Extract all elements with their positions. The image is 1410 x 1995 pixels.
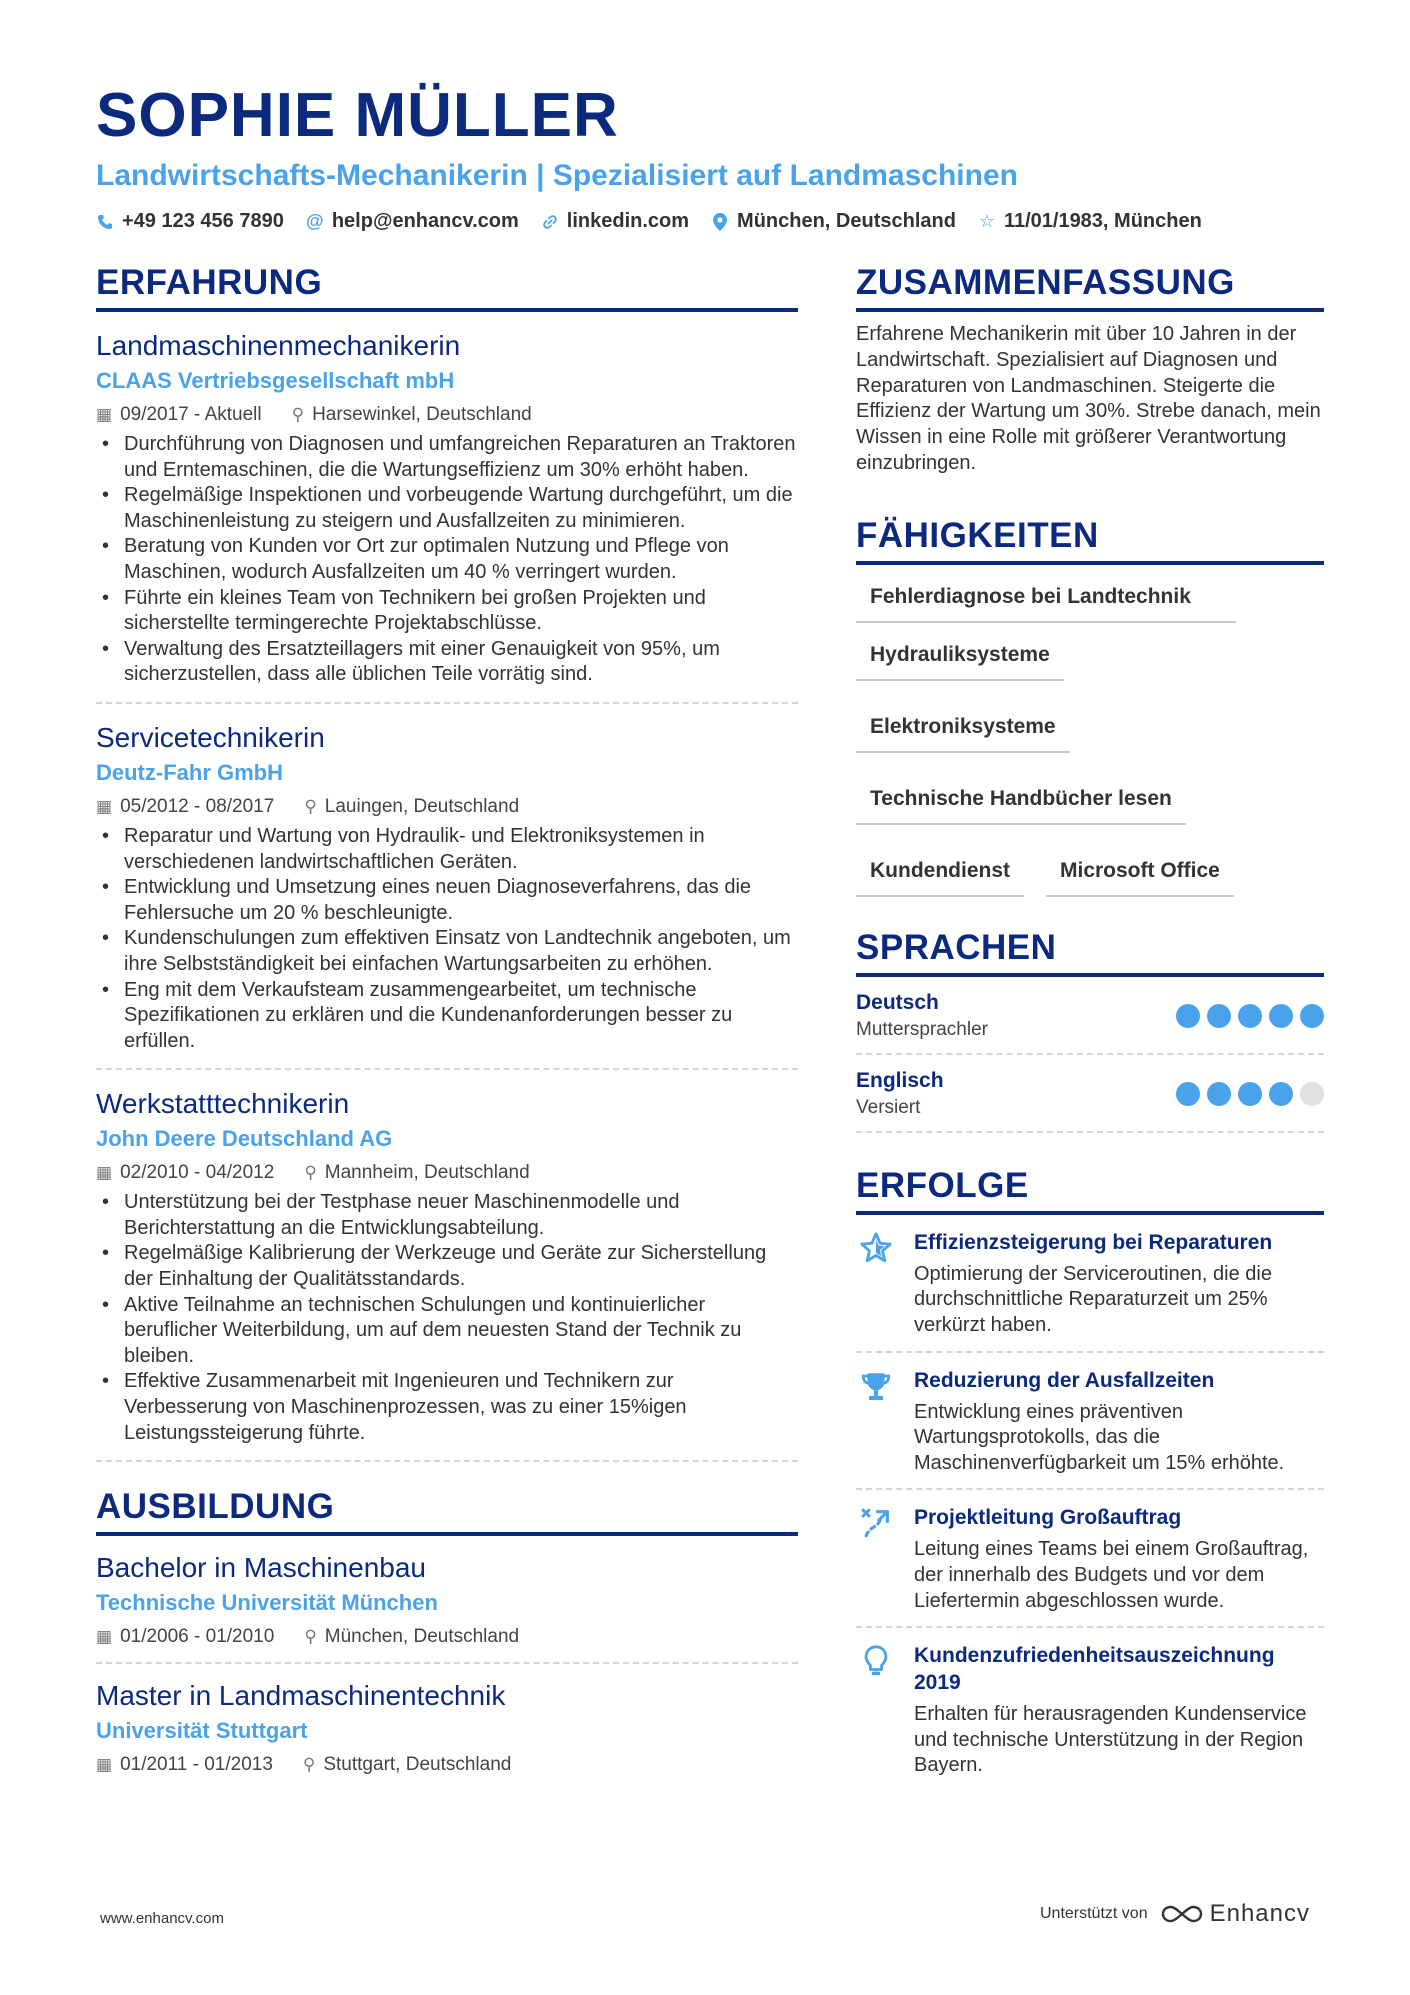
job-bullets — [96, 824, 798, 1054]
achievement-entry — [856, 1490, 1324, 1628]
achievement-desc: Entwicklung eines präventiven Wartungsprotokolls, das die Maschinenverfügbarkeit um 15% erhöhte. — [914, 1400, 1285, 1474]
skills-list — [856, 579, 1324, 897]
rating-dot-filled — [1300, 1004, 1324, 1028]
contact-phone[interactable] — [96, 210, 284, 233]
job-role: Servicetechnikerin — [96, 721, 325, 753]
rating-dot-filled — [1269, 1004, 1293, 1028]
job-location: Lauingen, Deutschland — [324, 795, 520, 817]
footer-branding — [1040, 1900, 1310, 1928]
education-dates: 01/2006 - 01/2010 — [120, 1626, 275, 1648]
trophy-icon — [856, 1367, 896, 1477]
bullet: • Unterstützung bei der Testphase neuer Maschinenmodelle und Berichterstattung an die Entwicklungsabteilung. — [96, 1190, 798, 1241]
job-location: Mannheim, Deutschland — [324, 1162, 530, 1184]
contact-bar — [96, 210, 1326, 233]
achievement-entry — [856, 1353, 1324, 1491]
language-level: Versiert — [856, 1096, 921, 1118]
language-rating — [1176, 1004, 1324, 1028]
calendar-icon: ▦ — [96, 1627, 113, 1647]
job-entry — [96, 704, 798, 1070]
contact-birth — [978, 210, 1202, 233]
school: Universität Stuttgart — [96, 1718, 308, 1744]
language-entry — [856, 977, 1324, 1055]
skill-tag: Fehlerdiagnose bei Landtechnik — [856, 579, 1236, 623]
section-title-skills: FÄHIGKEITEN — [856, 515, 1324, 565]
job-meta — [96, 1160, 798, 1186]
bullet: • Regelmäßige Inspektionen und vorbeugende Wartung durchgeführt, um die Maschinenleistung zu steigern und Ausfallzeiten zu minimieren. — [96, 483, 798, 534]
education-entry — [96, 1536, 798, 1664]
resume-header — [96, 80, 1326, 233]
strategy-icon — [856, 1504, 896, 1614]
calendar-icon: ▦ — [96, 1755, 113, 1775]
language-entry — [856, 1055, 1324, 1133]
job-meta — [96, 794, 798, 820]
achievement-desc: Optimierung der Serviceroutinen, die die durchschnittliche Reparaturzeit um 25% verkürzt haben. — [914, 1262, 1272, 1336]
calendar-icon: ▦ — [96, 1163, 113, 1183]
job-dates: 05/2012 - 08/2017 — [120, 795, 275, 817]
language-rating — [1176, 1082, 1324, 1106]
candidate-subtitle: Landwirtschafts-Mechanikerin | Spezialisiert auf Landmaschinen — [96, 159, 1018, 192]
achievement-desc: Leitung eines Teams bei einem Großauftrag, der innerhalb des Budgets und vor dem Liefertermin abgeschlossen wurde. — [914, 1538, 1309, 1612]
contact-text: 11/01/1983, München — [1003, 210, 1202, 232]
bullet: • Reparatur und Wartung von Hydraulik- und Elektroniksystemen in verschiedenen landwirtschaftlichen Geräten. — [96, 824, 798, 875]
achievement-entry — [856, 1628, 1324, 1791]
job-dates: 02/2010 - 04/2012 — [120, 1162, 275, 1184]
language-level: Muttersprachler — [856, 1018, 988, 1040]
enhancv-logo[interactable] — [1160, 1900, 1310, 1928]
star-icon — [856, 1229, 896, 1339]
education-dates: 01/2011 - 01/2013 — [120, 1754, 273, 1776]
skill-tag: Microsoft Office — [1046, 853, 1234, 897]
job-dates: 09/2017 - Aktuell — [120, 404, 262, 425]
footer-website[interactable]: www.enhancv.com — [100, 1910, 224, 1927]
achievement-entry — [856, 1215, 1324, 1353]
location-icon: ⚲ — [291, 405, 305, 424]
location-icon — [711, 213, 729, 231]
contact-linkedin[interactable] — [541, 210, 689, 233]
location-icon: ⚲ — [304, 1627, 317, 1647]
rating-dot-filled — [1238, 1082, 1262, 1106]
job-company: Deutz-Fahr GmbH — [96, 759, 283, 785]
job-role: Landmaschinenmechanikerin — [96, 330, 461, 361]
left-column — [96, 262, 798, 1790]
achievement-title: Kundenzufriedenheitsauszeichnung 2019 — [914, 1644, 1275, 1695]
bullet: • Führte ein kleines Team von Technikern bei großen Projekten und sicherstellte termingerechte Projektabschlüsse. — [96, 586, 798, 637]
job-bullets — [96, 432, 798, 688]
powered-by-label: Unterstützt von — [1039, 1905, 1148, 1922]
lightbulb-icon — [856, 1642, 896, 1779]
skill-tag: Elektroniksysteme — [856, 709, 1070, 753]
candidate-name: SOPHIE MÜLLER — [96, 81, 619, 150]
section-title-experience: ERFAHRUNG — [96, 262, 798, 312]
rating-dot-filled — [1238, 1004, 1262, 1028]
degree: Bachelor in Maschinenbau — [96, 1552, 426, 1584]
bullet: • Verwaltung des Ersatzteillagers mit einer Genauigkeit von 95%, um sicherzustellen, dass alle üblichen Teile vorrätig sind. — [96, 637, 798, 688]
phone-icon — [96, 214, 114, 230]
right-column — [856, 262, 1324, 1791]
contact-text: München, Deutschland — [737, 210, 956, 232]
job-company: CLAAS Vertriebsgesellschaft mbH — [96, 368, 455, 393]
skill-tag: Technische Handbücher lesen — [856, 781, 1186, 825]
achievement-title: Projektleitung Großauftrag — [914, 1506, 1182, 1530]
bullet: • Regelmäßige Kalibrierung der Werkzeuge und Geräte zur Sicherstellung der Einhaltung der Qualitätsstandards. — [96, 1241, 798, 1292]
bullet: • Aktive Teilnahme an technischen Schulungen und kontinuierlicher beruflicher Weiterbildung, um auf dem neuesten Stand der Technik zu bleiben. — [96, 1293, 798, 1370]
job-bullets — [96, 1190, 798, 1446]
skill-tag: Hydrauliksysteme — [856, 637, 1064, 681]
location-icon: ⚲ — [304, 796, 317, 816]
contact-text: linkedin.com — [566, 210, 690, 232]
education-location: Stuttgart, Deutschland — [323, 1754, 512, 1776]
rating-dot-filled — [1207, 1082, 1231, 1106]
job-location: Harsewinkel, Deutschland — [312, 404, 532, 425]
bullet: • Entwicklung und Umsetzung eines neuen Diagnoseverfahrens, das die Fehlersuche um 20 % beschleunigte. — [96, 875, 798, 926]
section-title-summary: ZUSAMMENFASSUNG — [856, 262, 1324, 312]
skill-tag: Kundendienst — [856, 853, 1024, 897]
education-meta — [96, 1752, 798, 1778]
language-name: Englisch — [856, 1068, 944, 1092]
bullet: • Kundenschulungen zum effektiven Einsatz von Landtechnik angeboten, um ihre Selbstständigkeit bei einfachen Wartungsarbeiten zu erhöhen. — [96, 926, 798, 977]
education-meta — [96, 1624, 798, 1650]
bullet: • Beratung von Kunden vor Ort zur optimalen Nutzung und Pflege von Maschinen, wodurch Ausfallzeiten um 40 % verringert wurden. — [96, 534, 798, 585]
brand-name: Enhancv — [1209, 1900, 1310, 1927]
job-meta — [96, 402, 798, 428]
contact-email[interactable] — [306, 210, 519, 233]
bullet: • Durchführung von Diagnosen und umfangreichen Reparaturen an Traktoren und Erntemaschinen, die die Wartungseffizienz um 30% erhöht haben. — [96, 432, 798, 483]
rating-dot-filled — [1176, 1082, 1200, 1106]
language-name: Deutsch — [856, 990, 939, 1014]
rating-dot-filled — [1207, 1004, 1231, 1028]
at-icon: @ — [306, 211, 324, 231]
summary-text: Erfahrene Mechanikerin mit über 10 Jahren in der Landwirtschaft. Spezialisiert auf Diagnosen und Reparaturen von Landmaschinen. Steigerte die Effizienz der Wartung um 30%. Strebe danach, mein Wissen in eine Rolle mit größerer Verantwortung einzubringen. — [856, 323, 1321, 474]
degree: Master in Landmaschinentechnik — [96, 1680, 506, 1712]
rating-dot-filled — [1176, 1004, 1200, 1028]
section-title-achievements: ERFOLGE — [856, 1165, 1324, 1215]
bullet: • Eng mit dem Verkaufsteam zusammengearbeitet, um technische Spezifikationen zu erklären und die Kundenanforderungen besser zu erfüllen. — [96, 978, 798, 1055]
contact-location — [711, 210, 956, 233]
location-icon: ⚲ — [304, 1163, 317, 1183]
contact-text: help@enhancv.com — [331, 210, 519, 232]
achievement-title: Effizienzsteigerung bei Reparaturen — [914, 1230, 1273, 1254]
calendar-icon: ▦ — [96, 405, 113, 424]
section-title-education: AUSBILDUNG — [96, 1486, 798, 1536]
achievement-title: Reduzierung der Ausfallzeiten — [914, 1368, 1215, 1392]
location-icon: ⚲ — [302, 1755, 316, 1775]
education-location: München, Deutschland — [324, 1626, 520, 1648]
achievement-desc: Erhalten für herausragenden Kundenservice und technische Unterstützung in der Region Bayern. — [914, 1703, 1307, 1777]
infinity-icon — [1160, 1903, 1204, 1925]
contact-text: +49 123 456 7890 — [122, 210, 284, 232]
job-company: John Deere Deutschland AG — [96, 1126, 393, 1152]
star-icon: ☆ — [978, 211, 995, 231]
job-role: Werkstatttechnikerin — [96, 1088, 350, 1120]
rating-dot-filled — [1269, 1082, 1293, 1106]
section-title-languages: SPRACHEN — [856, 927, 1324, 977]
education-entry — [96, 1664, 798, 1790]
job-entry — [96, 1070, 798, 1462]
calendar-icon: ▦ — [96, 796, 113, 816]
link-icon — [541, 214, 559, 230]
bullet: • Effektive Zusammenarbeit mit Ingenieuren und Technikern zur Verbesserung von Maschinenprozessen, was zu einer 15%igen Leistungssteigerung führte. — [96, 1369, 798, 1446]
rating-dot-empty — [1300, 1082, 1324, 1106]
school: Technische Universität München — [96, 1590, 438, 1616]
job-entry — [96, 312, 798, 704]
